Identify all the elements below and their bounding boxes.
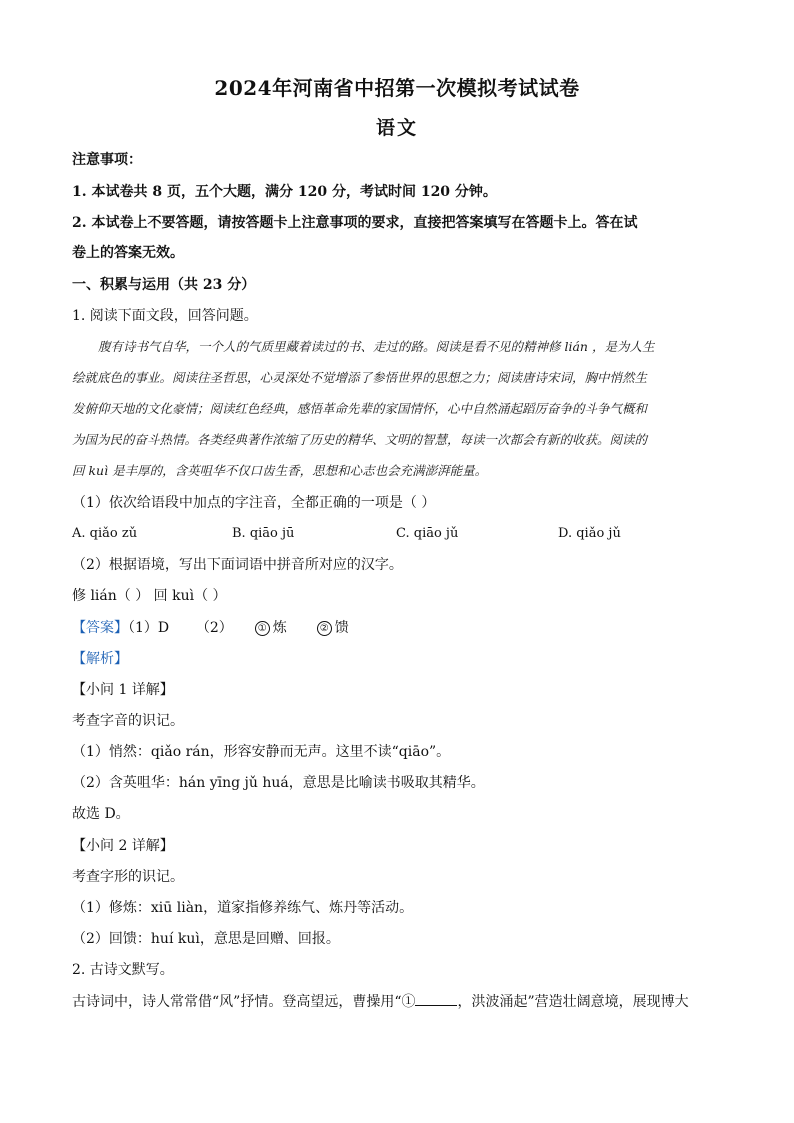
subject-title: 语文	[375, 117, 418, 139]
question-1-stem: 1. 阅读下面文段，回答问题。	[72, 308, 258, 324]
answer-circle-1: ①	[255, 621, 270, 636]
answer-label: 【答案】	[72, 620, 128, 636]
option-a: A. qiǎo zǔ	[72, 526, 138, 541]
notice-item-2-line-2: 卷上的答案无效。	[72, 245, 184, 261]
pinyin-blanks-line: 修 lián（ ） 回 kuì（ ）	[72, 588, 227, 604]
sub1-detail-4: 故选 D。	[72, 806, 130, 822]
fill-in-blank	[415, 993, 457, 1006]
option-b: B. qiāo jū	[232, 526, 295, 541]
answer-word-1: 炼	[272, 620, 287, 636]
sub2-detail-1: 考查字形的识记。	[72, 869, 184, 885]
section-1-heading: 一、积累与运用（共 23 分）	[72, 277, 256, 293]
answer-line	[72, 618, 349, 638]
exam-page	[72, 0, 722, 1123]
notice-heading: 注意事项：	[72, 152, 142, 168]
question-2-text-before: 古诗词中，诗人常常借“风”抒情。登高望远，曹操用“①	[72, 994, 416, 1010]
exam-title: 2024年河南省中招第一次模拟考试试卷	[214, 76, 580, 100]
sub1-detail-1: 考查字音的识记。	[72, 713, 184, 729]
passage-line-3: 发俯仰天地的文化豪情；阅读红色经典，感悟革命先辈的家国情怀，心中自然涌起蹈厉奋争的斗争气概和	[72, 401, 648, 416]
option-c: C. qiāo jǔ	[396, 526, 459, 541]
sub-question-1-stem: （1）依次给语段中加点的字注音，全都正确的一项是（ ）	[72, 495, 436, 511]
question-2-text-after: ，洪波涌起”营造壮阔意境，展现博大	[457, 994, 689, 1010]
answer-word-2: 馈	[334, 620, 349, 636]
passage-line-2: 绘就底色的事业。阅读往圣哲思，心灵深处不觉增添了参悟世界的思想之力；阅读唐诗宋词，胸中悄然生	[72, 370, 648, 385]
answer-circle-2: ②	[317, 621, 332, 636]
passage-line-4: 为国为民的奋斗热情。各类经典著作浓缩了历史的精华、文明的智慧，每读一次都会有新的收获。阅读的	[72, 432, 648, 447]
question-2-stem: 2. 古诗文默写。	[72, 962, 174, 978]
passage-line-5: 回 kuì 是丰厚的，含英咀华不仅口齿生香，思想和心志也会充满澎湃能量。	[72, 463, 488, 478]
notice-item-1: 1. 本试卷共 8 页，五个大题，满分 120 分，考试时间 120 分钟。	[72, 184, 497, 200]
sub2-detail-3: （2）回馈：huí kuì，意思是回赠、回报。	[72, 931, 340, 947]
question-2-line-1	[72, 992, 689, 1012]
answer-part-1: （1）D （2）	[128, 620, 233, 636]
sub1-detail-3: （2）含英咀华：hán yīng jǔ huá，意思是比喻读书吸取其精华。	[72, 775, 485, 791]
notice-item-2-line-1: 2. 本试卷上不要答题，请按答题卡上注意事项的要求，直接把答案填写在答题卡上。答在试	[72, 215, 638, 231]
sub2-detail-label: 【小问 2 详解】	[72, 838, 174, 854]
analysis-label: 【解析】	[72, 651, 128, 667]
passage-line-1: 腹有诗书气自华，一个人的气质里藏着读过的书、走过的路。阅读是看不见的精神修 lián ，是为人生	[98, 339, 655, 354]
sub1-detail-2: （1）悄然：qiǎo rán，形容安静而无声。这里不读“qiāo”。	[72, 744, 451, 760]
sub-question-2-stem: （2）根据语境，写出下面词语中拼音所对应的汉字。	[72, 557, 403, 573]
sub1-detail-label: 【小问 1 详解】	[72, 682, 174, 698]
sub2-detail-2: （1）修炼：xiū liàn，道家指修养练气、炼丹等活动。	[72, 900, 414, 916]
option-d: D. qiǎo jǔ	[558, 526, 621, 541]
